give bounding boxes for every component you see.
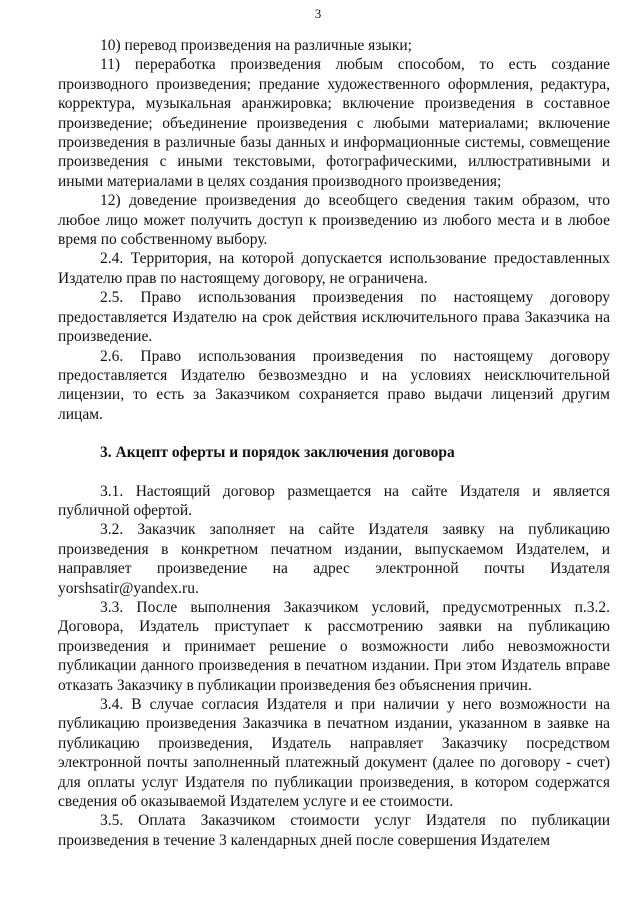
paragraph-2-6: 2.6. Право использования произведения по настоящему договору предоставляется Издателю безвозмездно и на условиях неисключительной лицензии, то есть за Заказчиком сохраняется право выдачи лицензий другим лицам. [58, 347, 610, 423]
paragraph-3-3: 3.3. После выполнения Заказчиком условий, предусмотренных п.3.2. Договора, Издатель приступает к рассмотрению заявки на публикацию произведения и принимает решение о возможности либо невозможности публикации данного произведения в печатном издании. При этом Издатель вправе отказать Заказчику в публикации произведения без объяснения причин. [58, 598, 610, 694]
paragraph-3-4: 3.4. В случае согласия Издателя и при наличии у него возможности на публикацию произведения Заказчика в печатном издании, указанном в заявке на публикацию произведения, Издатель направляет Заказчику посредством электронной почты заполненный платежный документ (далее по договору - счет) для оплаты услуг Издателя по публикации произведения, в котором содержатся сведения об оказываемой Издателем услуге и ее стоимости. [58, 696, 610, 811]
paragraph-item-12: 12) доведение произведения до всеобщего сведения таким образом, что любое лицо может получить доступ к произведению из любого места и в любое время по собственному выбору. [58, 192, 610, 249]
page-number: 3 [314, 6, 322, 21]
paragraph-item-10: 10) перевод произведения на различные языки; [100, 37, 412, 54]
paragraph-2-5: 2.5. Право использования произведения по настоящему договору предоставляется Издателю на срок действия исключительного права Заказчика на произведение. [58, 289, 610, 346]
paragraph-3-5: 3.5. Оплата Заказчиком стоимости услуг Издателя по публикации произведения в течение 3 календарных дней после совершения Издателем [58, 812, 610, 849]
section-heading: 3. Акцепт оферты и порядок заключения договора [100, 444, 455, 462]
paragraph-item-11: 11) переработка произведения любым способом, то есть создание производного произведения; предание художественного оформления, редактура, корректура, музыкальная аранжировка; включение произведения в составное произведение; объединение произведения с любыми материалами; включение произведения в различные базы данных и информационные системы, совмещение произведения с иными текстовыми, фотографическими, иллюстративными и иными материалами в целях создания производного произведения; [58, 56, 610, 190]
document-body [58, 36, 610, 850]
paragraph-3-1: 3.1. Настоящий договор размещается на сайте Издателя и является публичной офертой. [58, 482, 610, 519]
paragraph-2-4: 2.4. Территория, на которой допускается использование предоставленных Издателю прав по настоящему договору, не ограничена. [58, 250, 610, 287]
paragraph-3-2: 3.2. Заказчик заполняет на сайте Издателя заявку на публикацию произведения в конкретном печатном издании, выпускаемом Издателем, и направляет произведение на адрес электронной почты Издателя yorshsatir@yandex.ru. [58, 521, 610, 597]
